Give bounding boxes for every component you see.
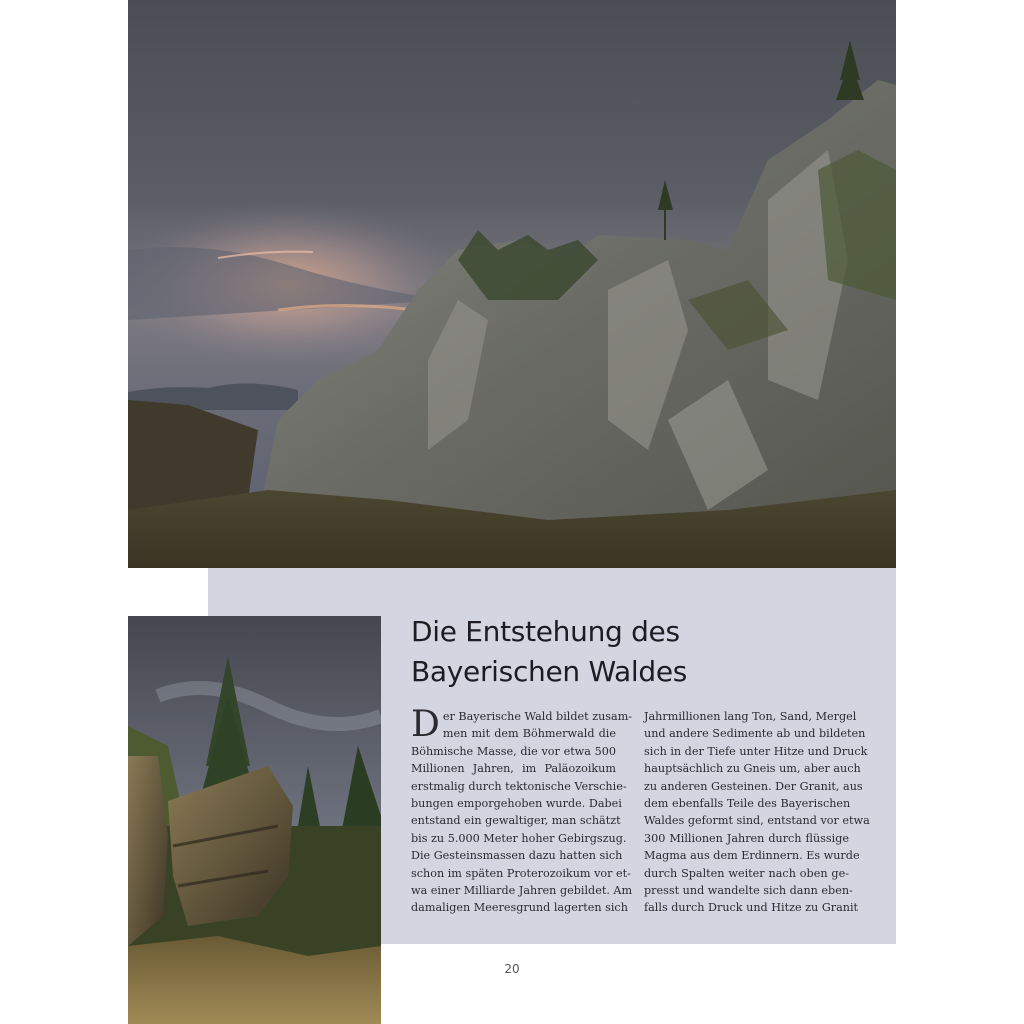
text-line: dem ebenfalls Teile des Bayerischen bbox=[644, 797, 851, 811]
text-line: Magma aus dem Erdinnern. Es wurde bbox=[644, 849, 860, 863]
side-photo bbox=[128, 616, 381, 1024]
text-line: presst und wandelte sich dann eben- bbox=[644, 884, 853, 898]
text-line: durch Spalten weiter nach oben ge- bbox=[644, 866, 849, 880]
article-title-line-1: Die Entstehung des bbox=[411, 615, 680, 648]
text-line: 300 Millionen Jahren durch flüssige bbox=[644, 831, 849, 845]
text-line: schon im späten Proterozoikum vor et- bbox=[411, 866, 631, 880]
article-title-line-2: Bayerischen Waldes bbox=[411, 655, 688, 688]
hero-photo bbox=[128, 0, 896, 568]
text-line: Böhmische Masse, die vor etwa 500 bbox=[411, 744, 616, 758]
text-line: Millionen Jahren, im Paläozoikum bbox=[411, 762, 616, 776]
text-column-right bbox=[644, 708, 870, 917]
text-line: falls durch Druck und Hitze zu Granit bbox=[644, 901, 859, 915]
text-line: erstmalig durch tektonische Verschie- bbox=[411, 779, 627, 793]
text-column-left bbox=[411, 704, 633, 917]
text-line: und andere Sedimente ab und bildeten bbox=[644, 727, 866, 741]
text-line: men mit dem Böhmerwald die bbox=[442, 727, 616, 741]
drop-cap: D bbox=[411, 704, 440, 745]
rock-landscape-image bbox=[128, 0, 896, 568]
text-line: sich in der Tiefe unter Hitze und Druck bbox=[644, 744, 868, 758]
text-line: Die Gesteinsmassen dazu hatten sich bbox=[411, 849, 623, 863]
rock-forest-image bbox=[128, 616, 381, 1024]
text-line: entstand ein gewaltiger, man schätzt bbox=[411, 814, 621, 828]
text-line: wa einer Milliarde Jahren gebildet. Am bbox=[411, 884, 633, 898]
page-number: 20 bbox=[504, 962, 520, 976]
text-line: Waldes geformt sind, entstand vor etwa bbox=[644, 814, 870, 828]
text-line: bungen emporgehoben wurde. Dabei bbox=[411, 797, 622, 811]
text-line: zu anderen Gesteinen. Der Granit, aus bbox=[644, 779, 863, 793]
text-line: er Bayerische Wald bildet zusam- bbox=[442, 710, 633, 723]
article-title bbox=[411, 612, 881, 692]
text-line: Jahrmillionen lang Ton, Sand, Mergel bbox=[644, 710, 857, 723]
text-line: hauptsächlich zu Gneis um, aber auch bbox=[644, 762, 861, 776]
text-line: damaligen Meeresgrund lagerten sich bbox=[411, 901, 628, 915]
text-line: bis zu 5.000 Meter hoher Gebirgszug. bbox=[411, 831, 627, 845]
